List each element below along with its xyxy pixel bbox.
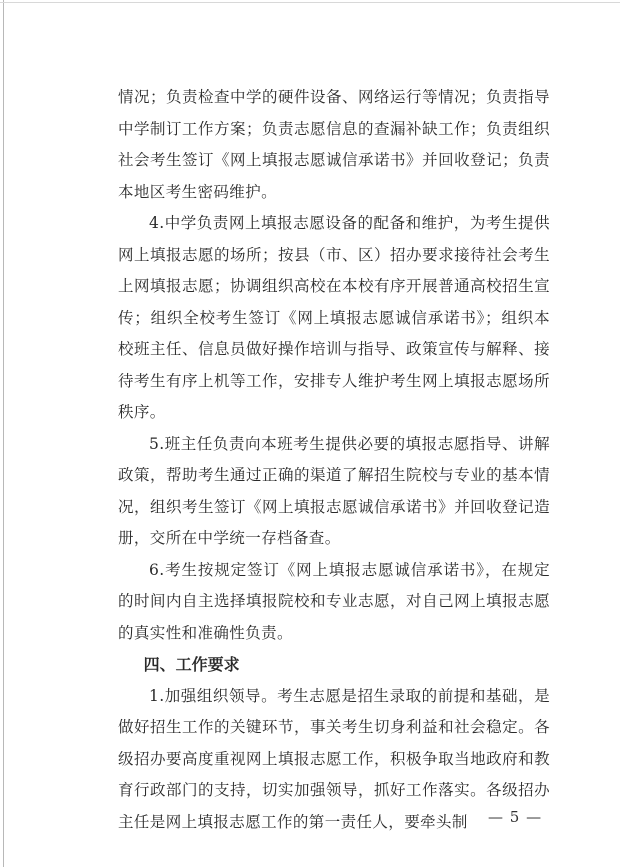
section-heading: 四、工作要求 [143,655,240,674]
document-body [118,82,550,838]
page-edge-left [3,0,4,867]
paragraph-requirement-1: 1.加强组织领导。考生志愿是招生录取的前提和基础，是做好招生工作的关键环节，事关考生切身利益和社会稳定。各级招办要高度重视网上填报志愿工作，积极争取当地政府和教育行政部门的支持，切实加强领导，抓好工作落实。各级招办主任是网上填报志愿工作的第一责任人，要牵头制 [118,686,550,831]
page-edge-top [0,2,620,3]
paragraph-item-5: 5.班主任负责向本班考生提供必要的填报志愿指导、讲解政策，帮助考生通过正确的渠道了解招生院校与专业的基本情况，组织考生签订《网上填报志愿诚信承诺书》并回收登记造册，交所在中学统一存档备查。 [118,434,550,547]
paragraph-continuation: 情况；负责检查中学的硬件设备、网络运行等情况；负责指导中学制订工作方案；负责志愿信息的查漏补缺工作；负责组织社会考生签订《网上填报志愿诚信承诺书》并回收登记；负责本地区考生密码维护。 [118,88,550,201]
page-number: — 5 — [488,808,543,826]
paragraph-item-6: 6.考生按规定签订《网上填报志愿诚信承诺书》，在规定的时间内自主选择填报院校和专业志愿，对自己网上填报志愿的真实性和准确性负责。 [118,560,550,642]
paragraph-item-4: 4.中学负责网上填报志愿设备的配备和维护，为考生提供网上填报志愿的场所；按县（市、区）招办要求接待社会考生上网填报志愿；协调组织高校在本校有序开展普通高校招生宣传；组织全校考生签订《网上填报志愿诚信承诺书》；组织本校班主任、信息员做好操作培训与指导、政策宣传与解释、接待考生有序上机等工作，安排专人维护考生网上填报志愿场所秩序。 [118,214,550,421]
